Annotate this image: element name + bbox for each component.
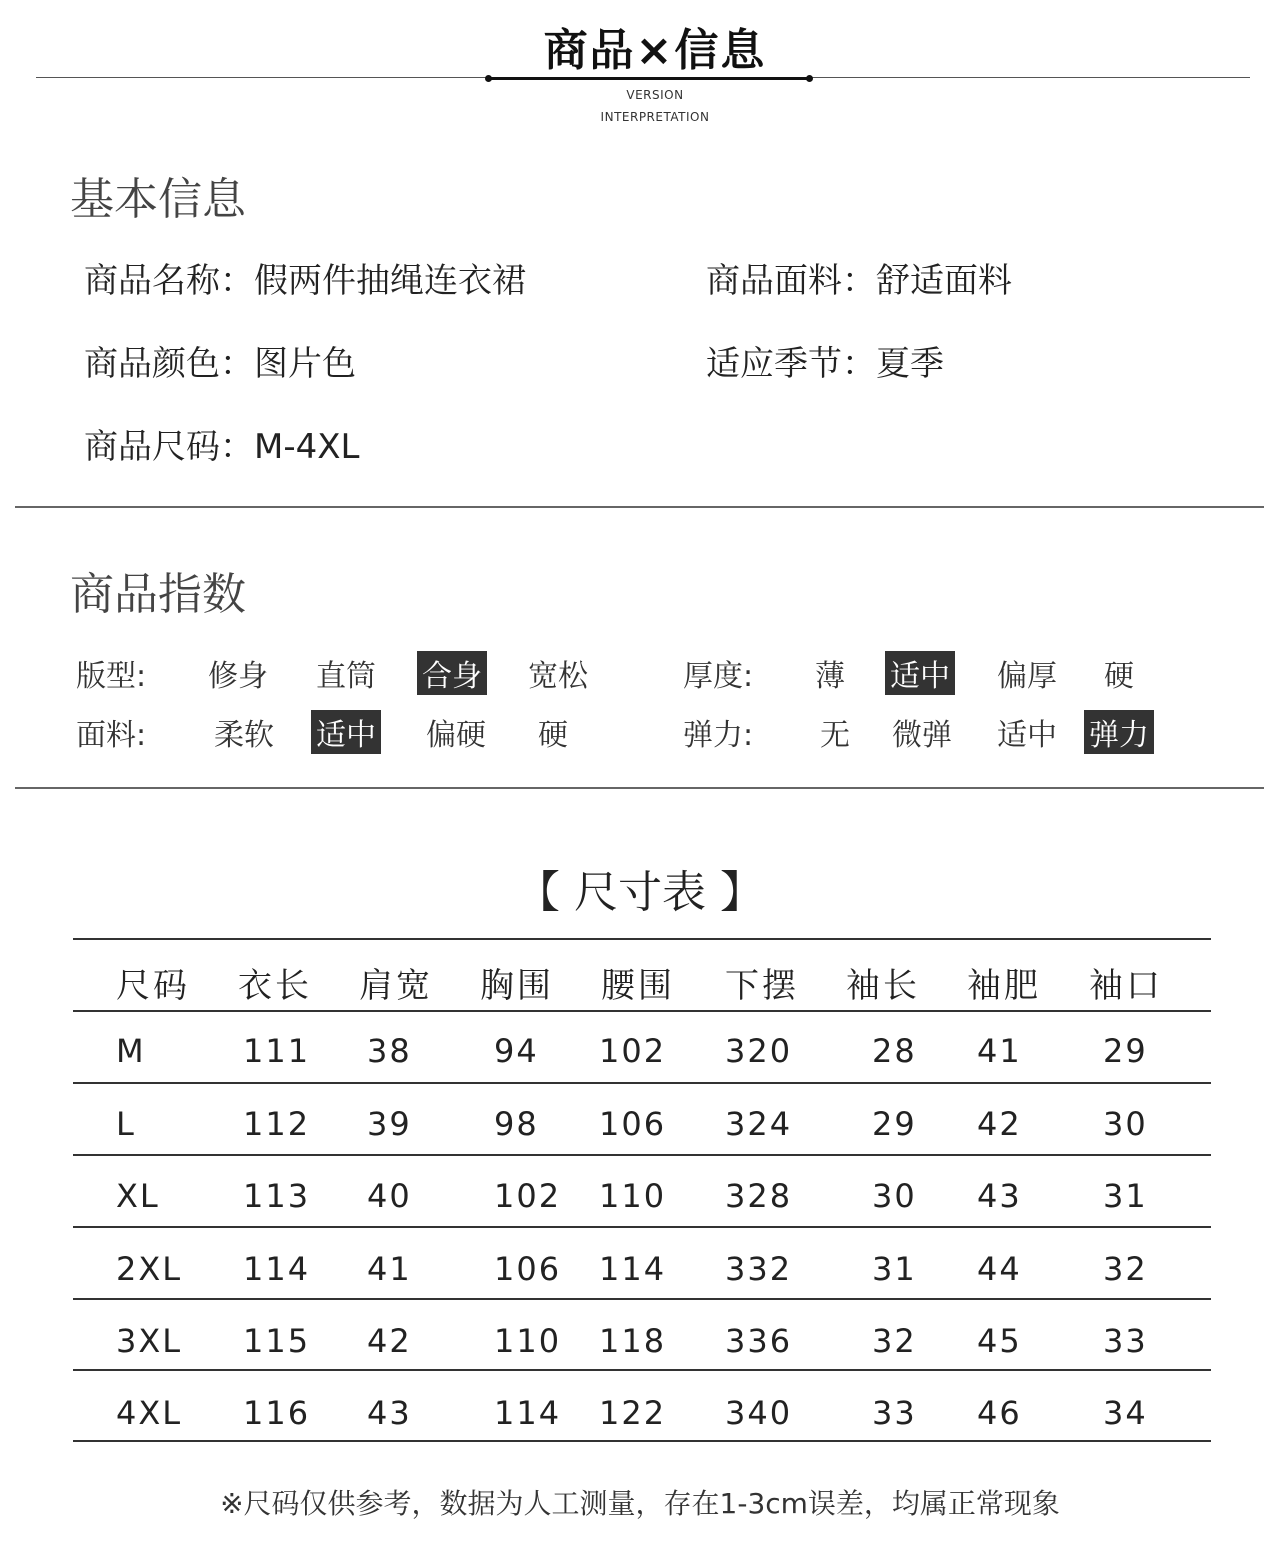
table-cell: L <box>116 1105 136 1143</box>
index-option: 偏硬 <box>426 718 486 753</box>
index-option: 直筒 <box>316 659 376 694</box>
table-line <box>73 1082 1211 1084</box>
table-cell: 336 <box>725 1322 793 1360</box>
table-header-cell: 下摆 <box>725 966 799 1006</box>
table-cell: 110 <box>494 1322 562 1360</box>
table-cell: 98 <box>494 1105 539 1143</box>
table-cell: 332 <box>725 1250 793 1288</box>
index-label-fit: 版型: <box>76 659 147 694</box>
product-fabric-label: 商品面料： <box>706 261 876 301</box>
section-divider-1 <box>15 506 1264 508</box>
table-header-cell: 衣长 <box>238 966 312 1006</box>
index-option: 微弹 <box>892 718 952 753</box>
table-header-cell: 尺码 <box>116 966 190 1006</box>
table-line <box>73 938 1211 940</box>
table-line <box>73 1010 1211 1012</box>
header-subtitle-2: INTERPRETATION <box>600 110 710 124</box>
table-cell: 106 <box>494 1250 562 1288</box>
table-cell: 340 <box>725 1394 793 1432</box>
header-dot-right <box>806 75 813 82</box>
index-option-selected: 弹力 <box>1084 710 1154 754</box>
index-label-thickness: 厚度: <box>683 659 754 694</box>
table-cell: 42 <box>367 1322 412 1360</box>
product-fabric-value: 舒适面料 <box>876 261 1012 301</box>
table-cell: 39 <box>367 1105 412 1143</box>
index-option-selected: 适中 <box>311 710 381 754</box>
table-cell: 29 <box>872 1105 917 1143</box>
index-label-elasticity: 弹力: <box>683 718 754 753</box>
index-option: 硬 <box>538 718 568 753</box>
index-option-selected: 适中 <box>885 651 955 695</box>
header-subtitle-1: VERSION <box>626 88 684 102</box>
table-cell: 30 <box>872 1177 917 1215</box>
table-cell: 43 <box>977 1177 1022 1215</box>
product-color-label: 商品颜色： <box>84 344 254 384</box>
table-cell: 324 <box>725 1105 793 1143</box>
index-option: 适中 <box>997 718 1057 753</box>
index-option: 修身 <box>208 659 268 694</box>
table-line <box>73 1298 1211 1300</box>
table-cell: 102 <box>599 1032 667 1070</box>
table-cell: 114 <box>599 1250 667 1288</box>
table-cell: M <box>116 1032 146 1070</box>
table-cell: 102 <box>494 1177 562 1215</box>
table-cell: 43 <box>367 1394 412 1432</box>
table-header-cell: 袖口 <box>1089 966 1163 1006</box>
table-cell: 116 <box>243 1394 311 1432</box>
table-cell: 111 <box>243 1032 311 1070</box>
table-cell: 41 <box>977 1032 1022 1070</box>
table-cell: 320 <box>725 1032 793 1070</box>
product-season-label: 适应季节： <box>706 344 876 384</box>
table-line <box>73 1226 1211 1228</box>
page-title: 商品×信息 <box>543 25 767 76</box>
product-fabric-row <box>706 253 1012 302</box>
table-cell: 42 <box>977 1105 1022 1143</box>
table-cell: 112 <box>243 1105 311 1143</box>
table-cell: 32 <box>872 1322 917 1360</box>
table-cell: 32 <box>1103 1250 1148 1288</box>
product-name-row <box>84 253 526 302</box>
table-cell: 114 <box>494 1394 562 1432</box>
table-cell: 40 <box>367 1177 412 1215</box>
product-index-title: 商品指数 <box>70 569 246 620</box>
table-line <box>73 1369 1211 1371</box>
table-cell: 28 <box>872 1032 917 1070</box>
table-cell: 38 <box>367 1032 412 1070</box>
table-cell: 46 <box>977 1394 1022 1432</box>
index-option: 宽松 <box>528 659 588 694</box>
table-header-cell: 袖肥 <box>967 966 1041 1006</box>
table-cell: 29 <box>1103 1032 1148 1070</box>
table-cell: 106 <box>599 1105 667 1143</box>
table-cell: 33 <box>1103 1322 1148 1360</box>
product-size-value: M-4XL <box>254 427 360 467</box>
table-cell: 45 <box>977 1322 1022 1360</box>
table-cell: 115 <box>243 1322 311 1360</box>
index-option: 无 <box>820 718 850 753</box>
table-header-cell: 袖长 <box>846 966 920 1006</box>
header-dot-left <box>485 75 492 82</box>
table-header-cell: 腰围 <box>601 966 675 1006</box>
product-color-row <box>84 336 356 385</box>
table-cell: 30 <box>1103 1105 1148 1143</box>
table-cell: 33 <box>872 1394 917 1432</box>
table-cell: 113 <box>243 1177 311 1215</box>
section-divider-2 <box>15 787 1264 789</box>
product-color-value: 图片色 <box>254 344 356 384</box>
table-cell: 328 <box>725 1177 793 1215</box>
size-table-title: 【 尺寸表 】 <box>516 867 764 918</box>
size-note: ※尺码仅供参考，数据为人工测量，存在1-3cm误差，均属正常现象 <box>220 1487 1060 1520</box>
table-line <box>73 1440 1211 1442</box>
index-option: 偏厚 <box>997 659 1057 694</box>
table-cell: 34 <box>1103 1394 1148 1432</box>
table-cell: 2XL <box>116 1250 183 1288</box>
table-header-cell: 胸围 <box>480 966 554 1006</box>
table-line <box>73 1154 1211 1156</box>
table-cell: 41 <box>367 1250 412 1288</box>
table-cell: 114 <box>243 1250 311 1288</box>
product-name-label: 商品名称： <box>84 261 254 301</box>
index-option: 硬 <box>1104 659 1134 694</box>
product-season-row <box>706 336 944 385</box>
index-option: 柔软 <box>214 718 274 753</box>
basic-info-title: 基本信息 <box>70 174 246 225</box>
product-season-value: 夏季 <box>876 344 944 384</box>
table-header-cell: 肩宽 <box>359 966 433 1006</box>
table-cell: XL <box>116 1177 160 1215</box>
table-cell: 4XL <box>116 1394 183 1432</box>
table-cell: 3XL <box>116 1322 183 1360</box>
index-option: 薄 <box>815 659 845 694</box>
table-cell: 94 <box>494 1032 539 1070</box>
table-cell: 31 <box>872 1250 917 1288</box>
table-cell: 31 <box>1103 1177 1148 1215</box>
product-size-row <box>84 419 359 468</box>
table-cell: 110 <box>599 1177 667 1215</box>
index-label-fabric: 面料: <box>76 718 147 753</box>
product-size-label: 商品尺码： <box>84 427 254 467</box>
index-option-selected: 合身 <box>417 651 487 695</box>
table-cell: 118 <box>599 1322 667 1360</box>
table-cell: 44 <box>977 1250 1022 1288</box>
header-accent-bar <box>488 77 810 80</box>
table-cell: 122 <box>599 1394 667 1432</box>
product-name-value: 假两件抽绳连衣裙 <box>254 261 526 301</box>
